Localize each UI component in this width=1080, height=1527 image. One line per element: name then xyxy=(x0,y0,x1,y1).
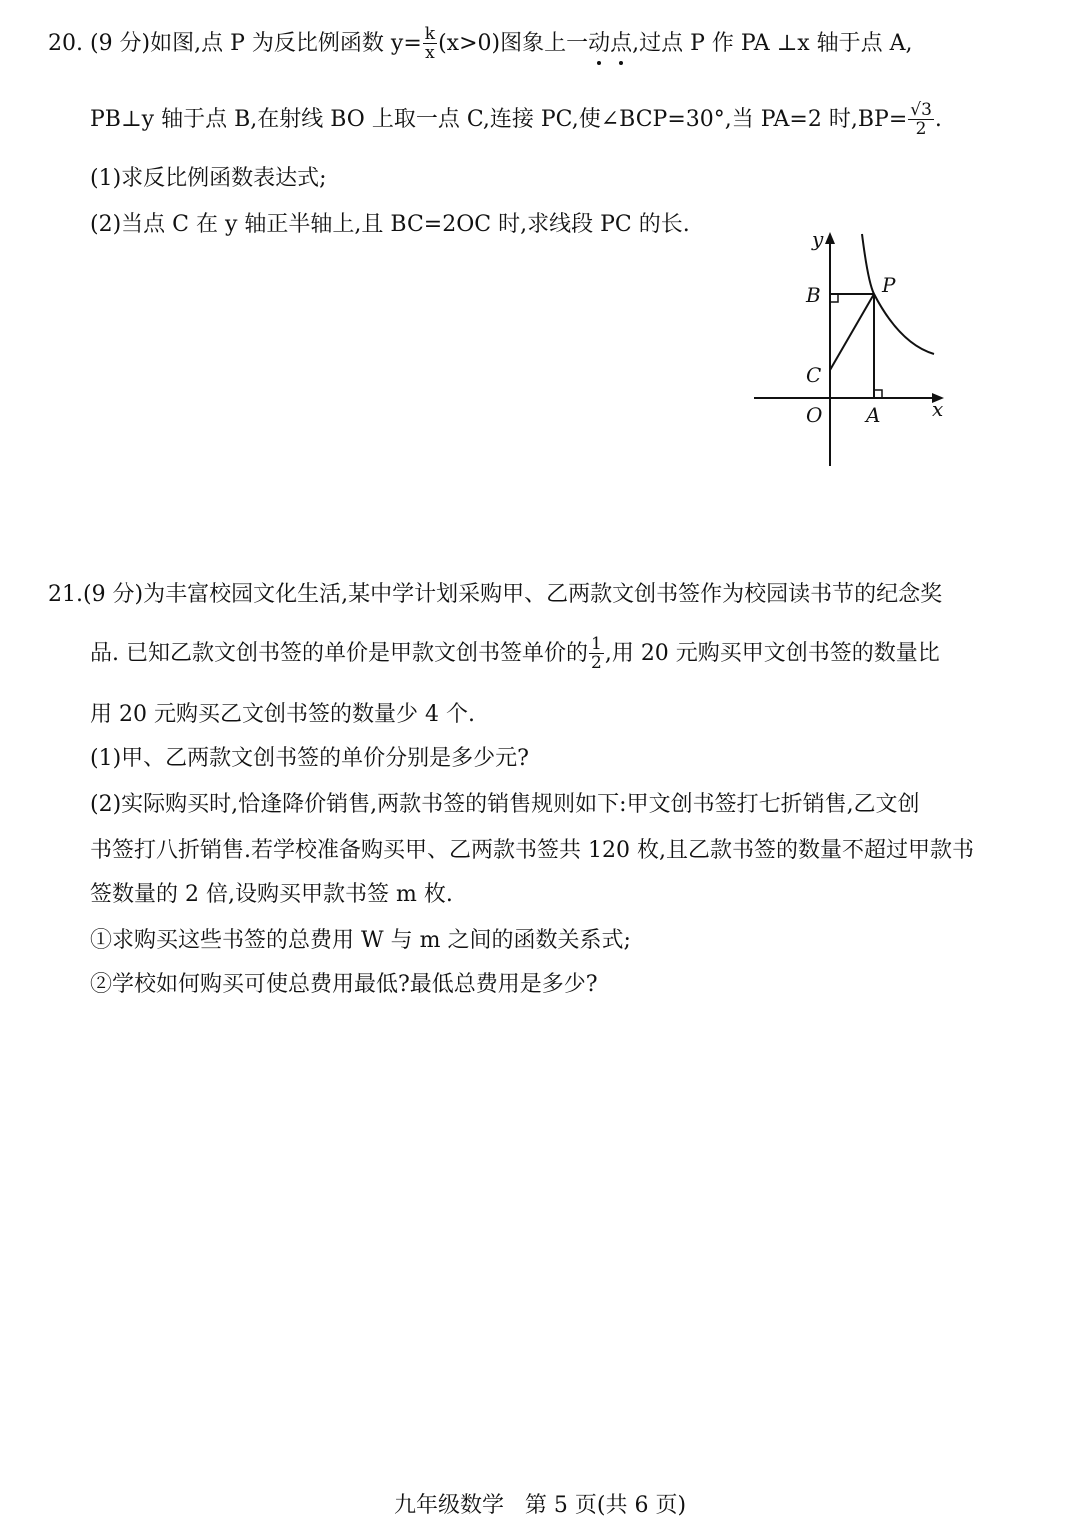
q21-subquestion-2-line-3: 签数量的 2 倍,设购买甲款书签 m 枚. xyxy=(90,882,453,907)
q21-subquestion-1: (1)甲、乙两款文创书签的单价分别是多少元? xyxy=(90,746,529,771)
q20-frac1-denominator: x xyxy=(423,43,437,62)
q21-line-1: 21.(9 分)为丰富校园文化生活,某中学计划采购甲、乙两款文创书签作为校园读书节的纪念奖 xyxy=(48,582,943,607)
q20-subquestion-2: (2)当点 C 在 y 轴正半轴上,且 BC=2OC 时,求线段 PC 的长. xyxy=(90,212,690,237)
segment-pc xyxy=(830,294,874,370)
label-o: O xyxy=(806,403,823,427)
q20-emphasis-dian: 点 xyxy=(610,29,632,59)
q20-line1-text-a: 20. (9 分)如图,点 P 为反比例函数 y= xyxy=(48,31,422,56)
q21-line2-text-a: 品. 已知乙款文创书签的单价是甲款文创书签单价的 xyxy=(90,641,588,666)
q20-line2-text-b: . xyxy=(934,107,942,132)
right-angle-mark-a xyxy=(874,390,882,398)
q20-line-2 xyxy=(90,102,942,138)
q21-line-2 xyxy=(90,636,940,672)
page-footer: 九年级数学 第 5 页(共 6 页) xyxy=(393,1493,687,1518)
q20-frac1-numerator: k xyxy=(424,24,436,44)
q20-emphasis-dong: 动 xyxy=(588,29,610,59)
label-a: A xyxy=(866,403,881,427)
q20-line-1 xyxy=(48,26,913,62)
q21-frac-denominator: 2 xyxy=(591,653,602,673)
q21-subquestion-2-line-2: 书签打八折销售.若学校准备购买甲、乙两款书签共 120 枚,且乙款书签的数量不超过甲款书 xyxy=(90,838,974,863)
label-p: P xyxy=(882,273,896,297)
q21-fraction-half xyxy=(589,636,604,672)
right-angle-mark-b xyxy=(830,294,838,302)
q21-line2-text-b: ,用 20 元购买甲文创书签的数量比 xyxy=(604,641,940,666)
label-x: x xyxy=(932,397,944,421)
q20-subquestion-1: (1)求反比例函数表达式; xyxy=(90,166,327,191)
q20-line2-text-a: PB⊥y 轴于点 B,在射线 BO 上取一点 C,连接 PC,使∠BCP=30°,当 PA=2 时,BP= xyxy=(90,107,908,132)
q20-frac2-numerator: √3 xyxy=(910,100,932,120)
q21-subquestion-2-part-i: ①求购买这些书签的总费用 W 与 m 之间的函数关系式; xyxy=(90,928,631,953)
q21-subquestion-2-line-1: (2)实际购买时,恰逢降价销售,两款书签的销售规则如下:甲文创书签打七折销售,乙文创 xyxy=(90,792,920,817)
label-c: C xyxy=(806,363,822,387)
q20-line1-text-b: (x>0)图象上一 xyxy=(438,31,589,56)
q21-subquestion-2-part-ii: ②学校如何购买可使总费用最低?最低总费用是多少? xyxy=(90,972,598,997)
y-axis-arrow xyxy=(825,232,835,244)
q20-fraction-k-over-x xyxy=(423,26,437,62)
q20-fraction-sqrt3-over-2 xyxy=(908,102,934,138)
label-b: B xyxy=(806,283,821,307)
q21-frac-numerator: 1 xyxy=(591,634,602,654)
q21-line-3: 用 20 元购买乙文创书签的数量少 4 个. xyxy=(90,702,475,727)
q20-figure xyxy=(750,228,950,470)
label-y: y xyxy=(812,228,824,251)
q20-line1-text-c: ,过点 P 作 PA ⊥x 轴于点 A, xyxy=(632,31,913,56)
q20-frac2-denominator: 2 xyxy=(908,119,934,138)
